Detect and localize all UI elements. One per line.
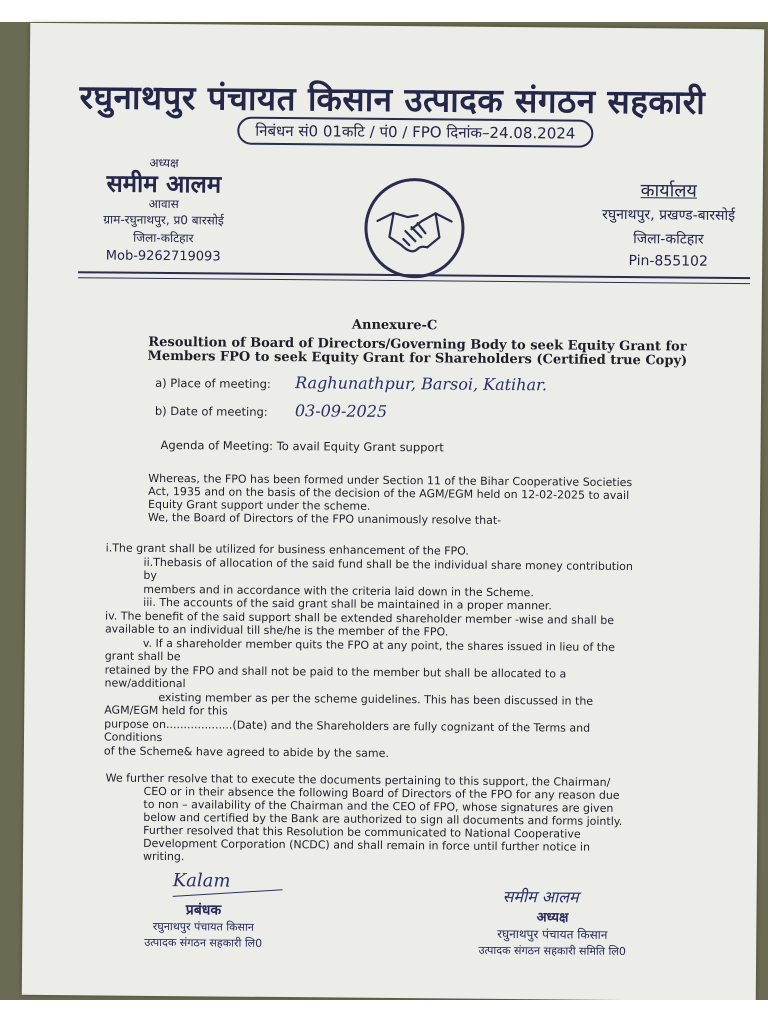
resolve-line: to non – availability of the Chairman and the CEO of FPO, whose signatures are given	[143, 797, 614, 815]
date-label: b) Date of meeting:	[154, 403, 268, 419]
organization-name: रघुनाथपुर पंचायत किसान उत्पादक संगठन सहकारी	[79, 77, 706, 122]
bottom-margin	[0, 1000, 768, 1024]
whereas-line: We, the Board of Directors of the FPO unanimously resolve that-	[147, 510, 502, 527]
place-label: a) Place of meeting:	[155, 375, 271, 391]
clause-line: AGM/EGM held for this	[104, 703, 228, 718]
clause-line: Conditions	[103, 730, 163, 744]
resolution-title-line2: Members FPO to seek Equity Grant for Shareholders (Certified true Copy)	[147, 348, 688, 369]
further-resolve-paragraph	[105, 772, 686, 868]
resolve-line: Further resolved that this Resolution be communicated to National Cooperative	[143, 823, 581, 841]
date-value: 03-09-2025	[294, 401, 388, 421]
resolve-line: Development Corporation (NCDC) and shall remain in force until further notice in	[143, 836, 591, 854]
handshake-icon	[364, 178, 465, 279]
whereas-paragraph	[148, 472, 688, 529]
resolution-clauses	[104, 541, 696, 762]
manager-stamp-line2: उत्पादक संगठन सहकारी लि0	[144, 935, 263, 950]
office-title: कार्यालय	[640, 180, 698, 202]
resolve-line: We further resolve that to execute the documents pertaining to this support, the Chairman/	[105, 771, 611, 789]
resolution-title	[137, 336, 697, 369]
office-block	[568, 178, 768, 274]
office-pin: Pin-855102	[628, 253, 708, 270]
clause-line: retained by the FPO and shall not be paid to the member but shall be allocated to a	[104, 662, 567, 681]
manager-stamp-line1: रघुनाथपुर पंचायत किसान	[152, 919, 255, 934]
office-address: रघुनाथपुर, प्रखण्ड-बारसोई	[602, 206, 736, 224]
resolve-line: writing.	[142, 849, 185, 864]
president-block	[68, 153, 259, 268]
resolve-line: CEO or in their absence the following Board of Directors of the FPO for any reason due	[143, 784, 620, 802]
whereas-line: Equity Grant support under the scheme.	[148, 497, 371, 513]
clause-line: available to an individual till she/he is the member of the FPO.	[104, 622, 449, 639]
manager-stamp	[108, 900, 298, 953]
clause-line: of the Scheme& have agreed to abide by the same.	[103, 743, 390, 760]
clause-line: new/additional	[104, 676, 186, 691]
president-role: अध्यक्ष	[149, 155, 179, 171]
office-district: जिला-कटिहार	[633, 231, 704, 248]
clause-line: purpose on...................(Date) and the Shareholders are fully cognizant of the Terms and	[104, 716, 591, 735]
whereas-line: Whereas, the FPO has been formed under Section 11 of the Bihar Cooperative Societies	[148, 471, 633, 490]
clause-line: by	[143, 568, 157, 582]
clause-line: i.The grant shall be utilized for business enhancement of the FPO.	[105, 541, 469, 558]
clause-line: existing member as per the scheme guidelines. This has been discussed in the	[158, 690, 594, 708]
clause-line: iii. The accounts of the said grant shall be maintained in a proper manner.	[143, 595, 552, 613]
clause-line: grant shall be	[104, 649, 181, 664]
place-value: Raghunathpur, Barsoi, Katihar.	[295, 373, 548, 395]
president-village: ग्राम-रघुनाथपुर, प्र0 बारसोई	[103, 212, 224, 228]
president-signature: समीम आलम	[502, 886, 579, 907]
annexure-heading: Annexure-C	[351, 317, 438, 334]
president-stamp-line1: रघुनाथपुर पंचायत किसान	[497, 926, 608, 942]
document-page	[22, 23, 764, 1001]
president-stamp-line2: उत्पादक संगठन सहकारी समिति लि0	[478, 943, 626, 959]
clause-line: iv. The benefit of the said support shall be extended shareholder member -wise and shall be	[105, 608, 615, 627]
manager-title: प्रबंधक	[185, 902, 222, 919]
president-stamp-title: अध्यक्ष	[536, 910, 569, 926]
clause-line: members and in accordance with the criteria laid down in the Scheme.	[143, 582, 534, 599]
resolve-line: below and certified by the Bank are authorized to sign all documents and forms jointly.	[143, 810, 623, 829]
registration-number: निबंधन सं0 01कटि / पं0 / FPO दिनांक–24.08.2024	[237, 117, 593, 148]
resolution-title-line1: Resoultion of Board of Directors/Governing Body to seek Equity Grant for	[148, 334, 687, 355]
residence-label: आवास	[148, 196, 179, 212]
whereas-line: Act, 1935 and on the basis of the decision of the AGM/EGM held on 12-02-2025 to avail	[148, 484, 630, 503]
president-mobile: Mob-9262719093	[105, 248, 221, 265]
president-name: समीम आलम	[106, 169, 222, 199]
president-district: जिला-कटिहार	[133, 230, 194, 246]
president-stamp	[432, 906, 672, 960]
manager-signature: Kalam	[172, 870, 231, 892]
clause-line: ii.Thebasis of allocation of the said fund shall be the individual share money contribution	[143, 555, 633, 573]
agenda-text: Agenda of Meeting: To avail Equity Grant support	[160, 437, 444, 455]
top-margin	[0, 0, 768, 22]
clause-line: v. If a shareholder member quits the FPO at any point, the shares issued in lieu of the	[142, 636, 615, 654]
